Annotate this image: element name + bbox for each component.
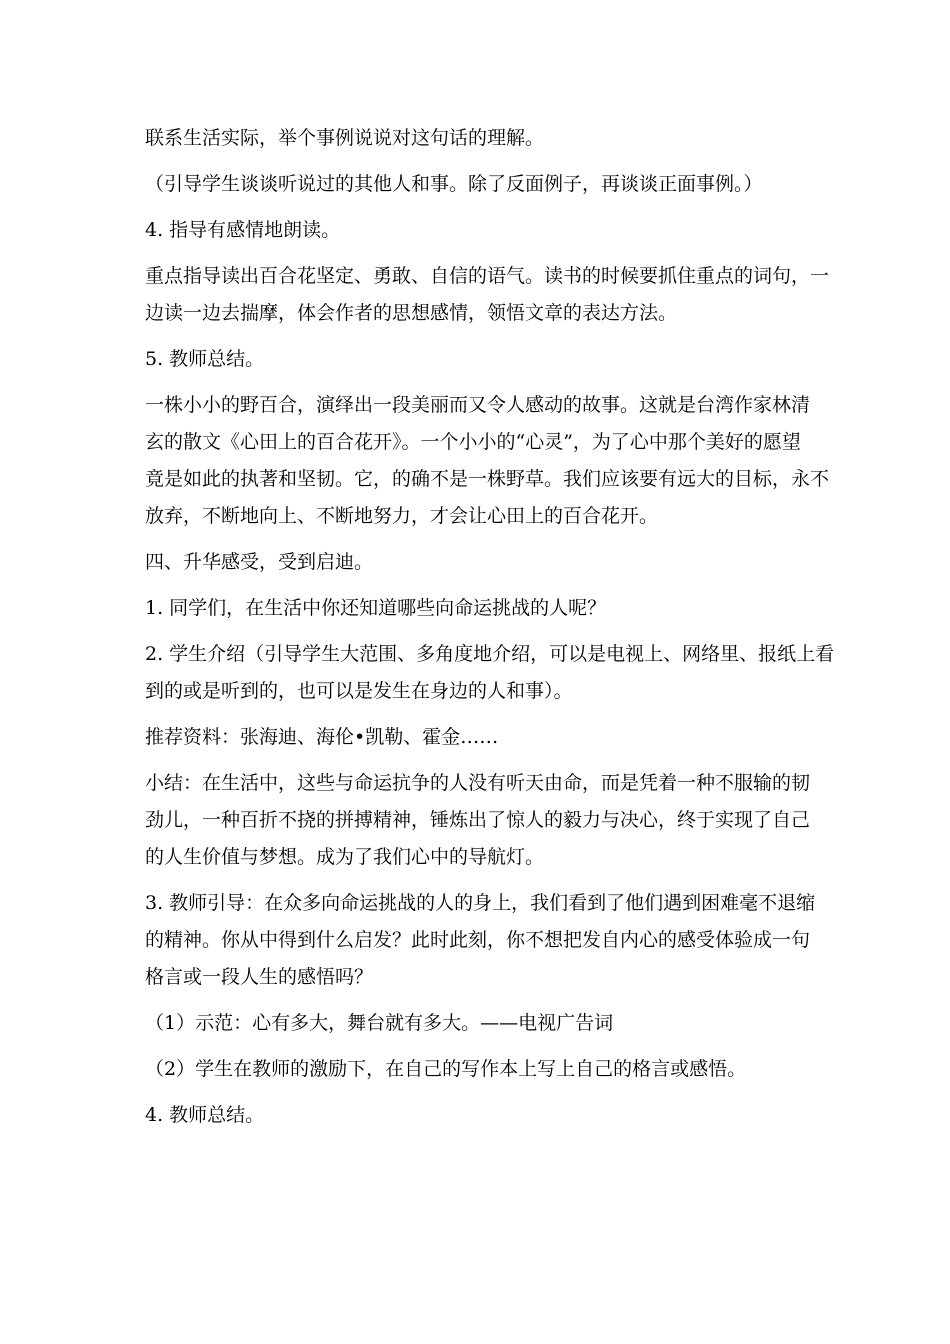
- text-line: （1）示范：心有多大，舞台就有多大。——电视广告词: [145, 1012, 614, 1034]
- paragraph: [145, 1097, 815, 1134]
- text-line: 的精神。你从中得到什么启发？此时此刻，你不想把发自内心的感受体验成一句: [145, 929, 811, 951]
- paragraph: [145, 387, 830, 535]
- text-line: 4. 指导有感情地朗读。: [145, 219, 341, 241]
- paragraph: [145, 258, 830, 332]
- text-line: 格言或一段人生的感悟吗？: [145, 966, 374, 988]
- text-line: 玄的散文《心田上的百合花开》。一个小小的“心灵”，为了心中那个美好的愿望: [145, 431, 801, 453]
- paragraph: [145, 212, 815, 249]
- text-line: 边读一边去揣摩，体会作者的思想感情，领悟文章的表达方法。: [145, 302, 678, 324]
- paragraph: [145, 636, 835, 710]
- text-line: 1. 同学们，在生活中你还知道哪些向命运挑战的人呢？: [145, 597, 607, 619]
- text-line: 的人生价值与梦想。成为了我们心中的导航灯。: [145, 846, 545, 868]
- text-line: 4. 教师总结。: [145, 1104, 265, 1126]
- text-line: （引导学生谈谈听说过的其他人和事。除了反面例子，再谈谈正面事例。）: [145, 173, 763, 195]
- text-line: 到的或是听到的，也可以是发生在身边的人和事）。: [145, 680, 573, 702]
- text-line: 2. 学生介绍（引导学生大范围、多角度地介绍，可以是电视上、网络里、报纸上看: [145, 643, 835, 665]
- text-line: 重点指导读出百合花坚定、勇敢、自信的语气。读书的时候要抓住重点的词句，一: [145, 265, 830, 287]
- paragraph: [145, 120, 815, 157]
- paragraph: [145, 1005, 815, 1042]
- text-line: 小结：在生活中，这些与命运抗争的人没有听天由命，而是凭着一种不服输的韧: [145, 772, 811, 794]
- paragraph: [145, 341, 815, 378]
- text-line: 劲儿，一种百折不挠的拼搏精神，锤炼出了惊人的毅力与决心，终于实现了自己: [145, 809, 811, 831]
- paragraph: [145, 166, 815, 203]
- section-heading: [145, 544, 815, 581]
- text-line: 放弃，不断地向上、不断地努力，才会让心田上的百合花开。: [145, 505, 659, 527]
- text-line: 联系生活实际，举个事例说说对这句话的理解。: [145, 127, 545, 149]
- text-line: 竟是如此的执著和坚韧。它，的确不是一株野草。我们应该要有远大的目标，永不: [145, 468, 830, 490]
- document-page: [145, 120, 835, 1143]
- paragraph: [145, 765, 815, 876]
- paragraph: [145, 719, 815, 756]
- text-line: （2）学生在教师的激励下，在自己的写作本上写上自己的格言或感悟。: [145, 1058, 747, 1080]
- paragraph: [145, 590, 815, 627]
- text-line: 四、升华感受，受到启迪。: [145, 551, 374, 573]
- text-line: 5. 教师总结。: [145, 348, 265, 370]
- paragraph: [145, 1051, 815, 1088]
- paragraph: [145, 885, 815, 996]
- text-line: 推荐资料：张海迪、海伦•凯勒、霍金……: [145, 726, 499, 748]
- text-line: 3. 教师引导：在众多向命运挑战的人的身上，我们看到了他们遇到困难毫不退缩: [145, 892, 816, 914]
- text-line: 一株小小的野百合，演绎出一段美丽而又令人感动的故事。这就是台湾作家林清: [145, 394, 811, 416]
